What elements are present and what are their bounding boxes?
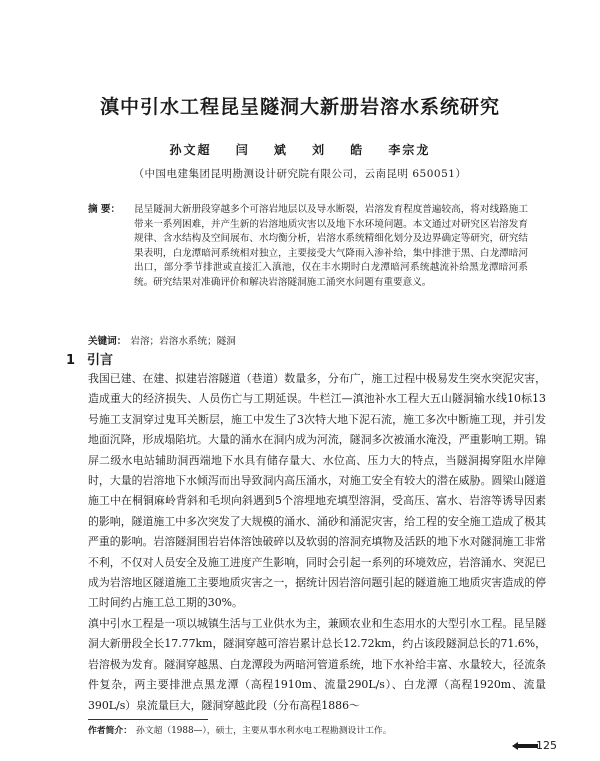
- keywords-block: [88, 333, 528, 347]
- footnote-text: 孙文超（1988—），硕士，主要从事水利水电工程勘测设计工作。: [136, 726, 392, 736]
- footnote: [88, 723, 392, 736]
- abstract-text: 昆呈隧洞大新册段穿越多个可溶岩地层以及导水断裂，岩溶发育程度普遍较高，将对线路施工带来一系列困难，并产生新的岩溶地质灾害以及地下水环境问题。本文通过对研究区岩溶发育规律、含水结构及空间展布、水均衡分析，岩溶水系统精细化划分及边界确定等研究，研究结果表明，白龙潭暗河系统相对独立，主要接受大气降雨入渗补给，集中排泄于黑、白龙潭暗河出口，部分季节排泄或直接汇入滇池，仅在丰水期时白龙潭暗河系统越流补给黑龙潭暗河系统。研究结果对准确评价和解决岩溶隧洞施工涌突水问题有重要意义。: [134, 204, 528, 288]
- section-heading: [66, 349, 113, 368]
- footnote-label: 作者简介：: [88, 726, 132, 736]
- section-number: 1: [66, 353, 76, 368]
- affiliation: （中国电建集团昆明勘测设计研究院有限公司，云南昆明 650051）: [133, 168, 467, 180]
- body-paragraph: 滇中引水工程是一项以城镇生活与工业供水为主，兼顾农业和生态用水的大型引水工程。昆呈隧洞大新册段全长17.77km，隧洞穿越可溶岩累计总长12.72km，约占该段隧洞总长的71.6%，岩溶极为发育。隧洞穿越黑、白龙潭段为两暗河管道系统，地下水补给丰富、水量较大，径流条件复杂，两主要排泄点黑龙潭（高程1910m、流量290L/s）、白龙潭（高程1920m、流量390L/s）泉流量巨大，隧洞穿越此段（分布高程1886～: [88, 617, 546, 712]
- abstract-block: [88, 203, 528, 291]
- keywords-label: 关键词：: [88, 336, 127, 347]
- body-paragraph: 我国已建、在建、拟建岩溶隧道（巷道）数量多，分布广，施工过程中极易发生突水突泥灾害，造成重大的经济损失、人员伤亡与工期延误。牛栏江—滇池补水工程大五山隧洞输水线10标13号施工支洞穿过鬼耳关断层，施工中发生了3次特大地下泥石流，施工多次中断施工现，并引发地面沉降，形成塌陷坑。大量的涌水在洞内成为河流，隧洞多次被涌水淹没，严重影响工期。锦屏二级水电站辅助洞西端地下水具有储存量大、水位高、压力大的特点，当隧洞揭穿阻水岸障时，大量的岩溶地下水倾泻而出导致洞内高压涌水，对施工安全有较大的潜在威胁。圆梁山隧道施工中在桐铜麻岭背斜和毛坝向斜遇到5个溶埋地充填型溶洞，受高压、富水、岩溶等诱导因素的影响，隧道施工中多次突发了大规模的涌水、涌砂和涌泥灾害，给工程的安全施工造成了极其严重的影响。岩溶隧洞围岩岩体溶蚀破碎以及软弱的溶洞充填物及活跃的地下水对隧洞施工非常不利，不仅对人员安全及施工进度产生影响，同时会引起一系列的环境效应，岩溶涌水、突泥已成为岩溶地区隧道施工主要地质灾害之一，据统计因岩溶问题引起的隧道施工地质灾害造成的停工时间约占施工总工期的30%。: [88, 372, 546, 610]
- footnote-divider: [88, 719, 208, 720]
- paper-title: 滇中引水工程昆呈隧洞大新册岩溶水系统研究: [99, 96, 500, 118]
- keywords-text: 岩溶；岩溶水系统；隧洞: [130, 336, 236, 347]
- section-title: 引言: [87, 353, 114, 368]
- abstract-label: 摘 要：: [88, 204, 121, 215]
- page-number: 125: [536, 739, 557, 752]
- author-list: 孙文超 闫 斌 刘 皓 李宗龙: [169, 143, 431, 157]
